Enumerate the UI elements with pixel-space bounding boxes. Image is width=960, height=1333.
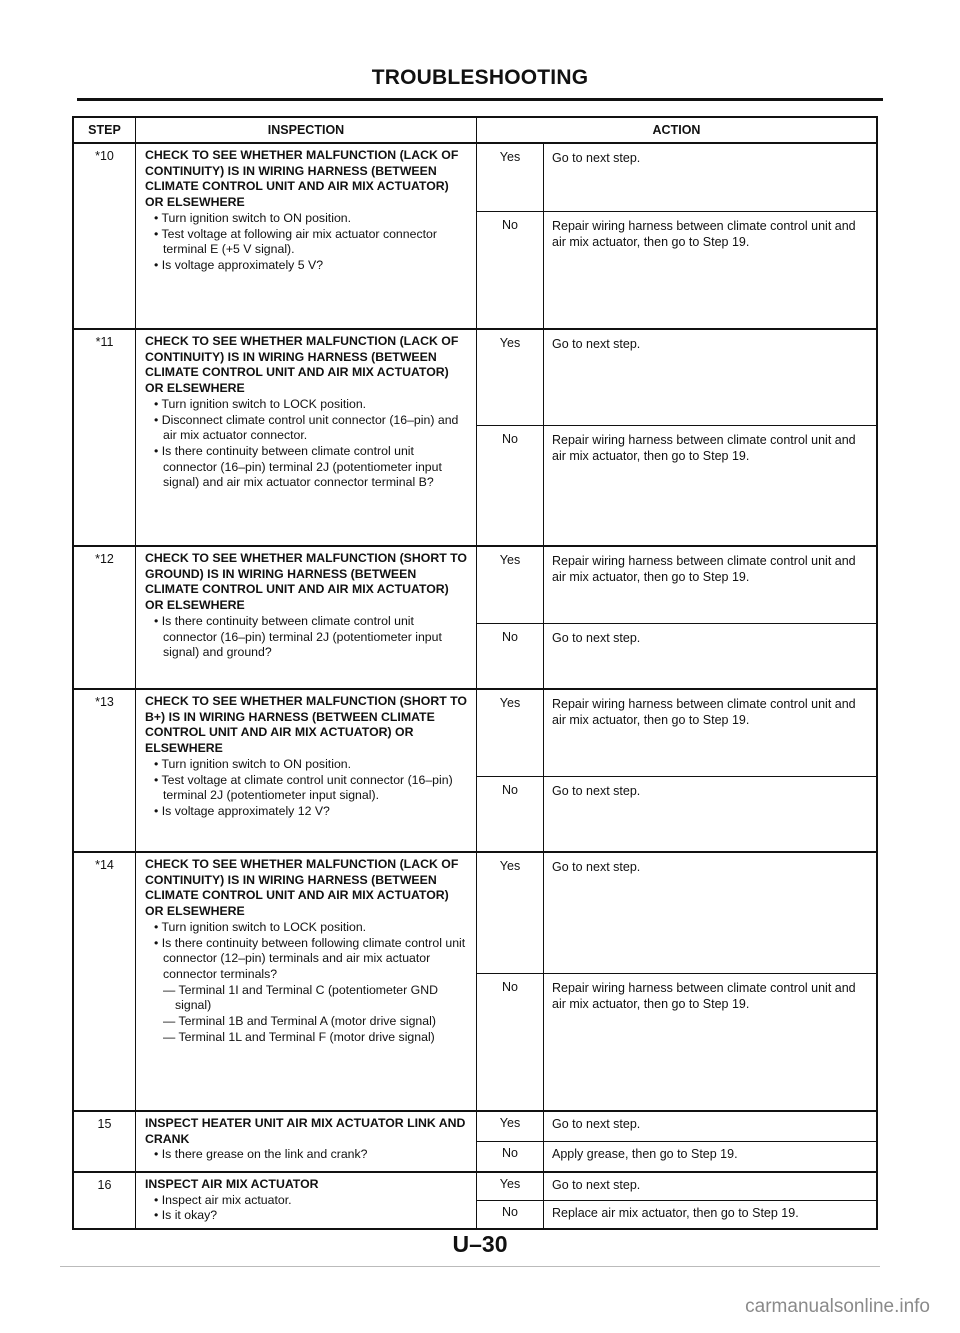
table-header <box>74 118 876 144</box>
title-rule <box>77 98 883 101</box>
answer-cell <box>476 1112 876 1171</box>
inspection-bullet: • Turn ignition switch to ON position. <box>154 210 352 225</box>
header-inspection: INSPECTION <box>135 118 476 142</box>
header-action: ACTION <box>476 118 876 142</box>
inspection-cell <box>135 1112 476 1171</box>
inspection-bullet: • Inspect air mix actuator. <box>154 1192 292 1207</box>
answer-label: No <box>502 783 518 798</box>
inspection-cell <box>135 690 476 851</box>
answer-cell <box>476 144 876 328</box>
answer-yes <box>477 853 876 973</box>
answer-yes <box>477 1173 876 1200</box>
answer-no <box>477 1200 876 1228</box>
answer-action: Go to next step. <box>543 144 876 211</box>
watermark: carmanualsonline.info <box>745 1296 930 1317</box>
answer-action: Replace air mix actuator, then go to Step 19. <box>543 1201 876 1228</box>
inspection-bullet: • Is there continuity between climate control unit connector (16–pin) terminal 2J (potentiometer input signal) and ground? <box>154 613 442 660</box>
inspection-bullet: • Test voltage at climate control unit connector (16–pin) terminal 2J (potentiometer input signal). <box>154 772 453 803</box>
answer-yes <box>477 1112 876 1141</box>
step-number: 16 <box>97 1178 112 1192</box>
inspection-subitem: — Terminal 1I and Terminal C (potentiometer GND signal) <box>163 982 438 1013</box>
inspection-heading: INSPECT HEATER UNIT AIR MIX ACTUATOR LINK AND CRANK <box>145 1116 466 1146</box>
answer-label: No <box>502 979 518 994</box>
inspection-heading: CHECK TO SEE WHETHER MALFUNCTION (LACK OF CONTINUITY) IS IN WIRING HARNESS (BETWEEN CLIMATE CONTROL UNIT AND AIR MIX ACTUATOR) OR ELSEWHERE <box>145 148 459 210</box>
inspection-bullet: • Disconnect climate control unit connector (16–pin) and air mix actuator connector. <box>154 412 459 443</box>
footer-rule <box>60 1266 880 1267</box>
answer-action: Repair wiring harness between climate control unit and air mix actuator, then go to Step 19. <box>543 547 876 623</box>
step-number: *10 <box>95 149 114 163</box>
answer-label: No <box>502 1146 518 1160</box>
answer-label: No <box>502 431 518 446</box>
page-number: U–30 <box>452 1231 508 1257</box>
inspection-cell <box>135 547 476 688</box>
step-number: *14 <box>95 858 114 872</box>
answer-no <box>477 1141 876 1171</box>
answer-cell <box>476 547 876 688</box>
answer-action: Repair wiring harness between climate control unit and air mix actuator, then go to Step 19. <box>543 212 876 328</box>
answer-yes <box>477 547 876 623</box>
answer-action: Go to next step. <box>543 1112 876 1141</box>
inspection-bullet: • Turn ignition switch to ON position. <box>154 756 352 771</box>
step-number: 15 <box>97 1117 112 1131</box>
table-row <box>74 330 876 547</box>
inspection-cell <box>135 330 476 545</box>
inspection-bullet: • Test voltage at following air mix actuator connector terminal E (+5 V signal). <box>154 226 437 257</box>
inspection-subitem: — Terminal 1L and Terminal F (motor drive signal) <box>163 1029 435 1044</box>
inspection-heading: CHECK TO SEE WHETHER MALFUNCTION (LACK OF CONTINUITY) IS IN WIRING HARNESS (BETWEEN CLIMATE CONTROL UNIT AND AIR MIX ACTUATOR) OR ELSEWHERE <box>145 334 459 396</box>
answer-no <box>477 211 876 328</box>
step-number: *11 <box>95 335 114 349</box>
table-row <box>74 853 876 1112</box>
answer-action: Go to next step. <box>543 1173 876 1200</box>
answer-action: Go to next step. <box>543 853 876 973</box>
table-row <box>74 1112 876 1173</box>
inspection-heading: CHECK TO SEE WHETHER MALFUNCTION (SHORT TO B+) IS IN WIRING HARNESS (BETWEEN CLIMATE CONTROL UNIT AND AIR MIX ACTUATOR) OR ELSEWHERE <box>145 694 467 756</box>
inspection-heading: CHECK TO SEE WHETHER MALFUNCTION (SHORT TO GROUND) IS IN WIRING HARNESS (BETWEEN CLIMATE CONTROL UNIT AND AIR MIX ACTUATOR) OR ELSEWHERE <box>145 551 467 613</box>
answer-cell <box>476 690 876 851</box>
inspection-bullet: • Is there grease on the link and crank? <box>154 1147 368 1162</box>
answer-cell <box>476 853 876 1110</box>
step-number: *12 <box>95 552 114 566</box>
answer-label: No <box>502 217 518 232</box>
answer-no <box>477 623 876 688</box>
answer-no <box>477 425 876 545</box>
answer-action: Go to next step. <box>543 330 876 425</box>
inspection-cell <box>135 144 476 328</box>
answer-yes <box>477 330 876 425</box>
answer-label: Yes <box>499 150 521 164</box>
answer-label: No <box>502 1205 518 1219</box>
answer-label: Yes <box>499 553 521 567</box>
answer-cell <box>476 330 876 545</box>
inspection-bullet: • Is voltage approximately 12 V? <box>154 803 330 818</box>
inspection-bullet: • Is there continuity between following climate control unit connector (12–pin) terminals and air mix actuator connector terminals? <box>154 935 466 981</box>
inspection-bullet: • Is it okay? <box>154 1208 218 1223</box>
inspection-cell <box>135 1173 476 1228</box>
inspection-heading: INSPECT AIR MIX ACTUATOR <box>145 1177 319 1191</box>
answer-label: Yes <box>499 859 521 873</box>
answer-action: Repair wiring harness between climate control unit and air mix actuator, then go to Step 19. <box>543 690 876 776</box>
table-row <box>74 690 876 853</box>
answer-label: Yes <box>499 696 521 710</box>
answer-label: Yes <box>499 1116 521 1130</box>
answer-action: Repair wiring harness between climate control unit and air mix actuator, then go to Step 19. <box>543 974 876 1110</box>
page-title: TROUBLESHOOTING <box>371 66 589 89</box>
inspection-bullet: • Is there continuity between climate control unit connector (16–pin) terminal 2J (potentiometer input signal) and air mix actuator connector terminal B? <box>154 443 442 490</box>
troubleshooting-table <box>72 116 878 1230</box>
inspection-heading: CHECK TO SEE WHETHER MALFUNCTION (LACK OF CONTINUITY) IS IN WIRING HARNESS (BETWEEN CLIMATE CONTROL UNIT AND AIR MIX ACTUATOR) OR ELSEWHERE <box>145 857 459 919</box>
answer-label: No <box>502 630 518 645</box>
answer-action: Go to next step. <box>543 624 876 688</box>
answer-no <box>477 776 876 851</box>
answer-action: Go to next step. <box>543 777 876 851</box>
table-row <box>74 1173 876 1228</box>
answer-label: Yes <box>499 1177 521 1191</box>
inspection-cell <box>135 853 476 1110</box>
answer-yes <box>477 690 876 776</box>
header-step: STEP <box>88 123 121 137</box>
answer-action: Repair wiring harness between climate control unit and air mix actuator, then go to Step 19. <box>543 426 876 545</box>
table-row <box>74 144 876 330</box>
inspection-bullet: • Turn ignition switch to LOCK position. <box>154 396 367 411</box>
answer-no <box>477 973 876 1110</box>
answer-cell <box>476 1173 876 1228</box>
inspection-bullet: • Turn ignition switch to LOCK position. <box>154 919 367 934</box>
step-number: *13 <box>95 695 114 709</box>
table-row <box>74 547 876 690</box>
inspection-subitem: — Terminal 1B and Terminal A (motor drive signal) <box>163 1014 436 1029</box>
answer-yes <box>477 144 876 211</box>
answer-label: Yes <box>499 336 521 350</box>
answer-action: Apply grease, then go to Step 19. <box>543 1142 876 1171</box>
inspection-bullet: • Is voltage approximately 5 V? <box>154 257 324 272</box>
